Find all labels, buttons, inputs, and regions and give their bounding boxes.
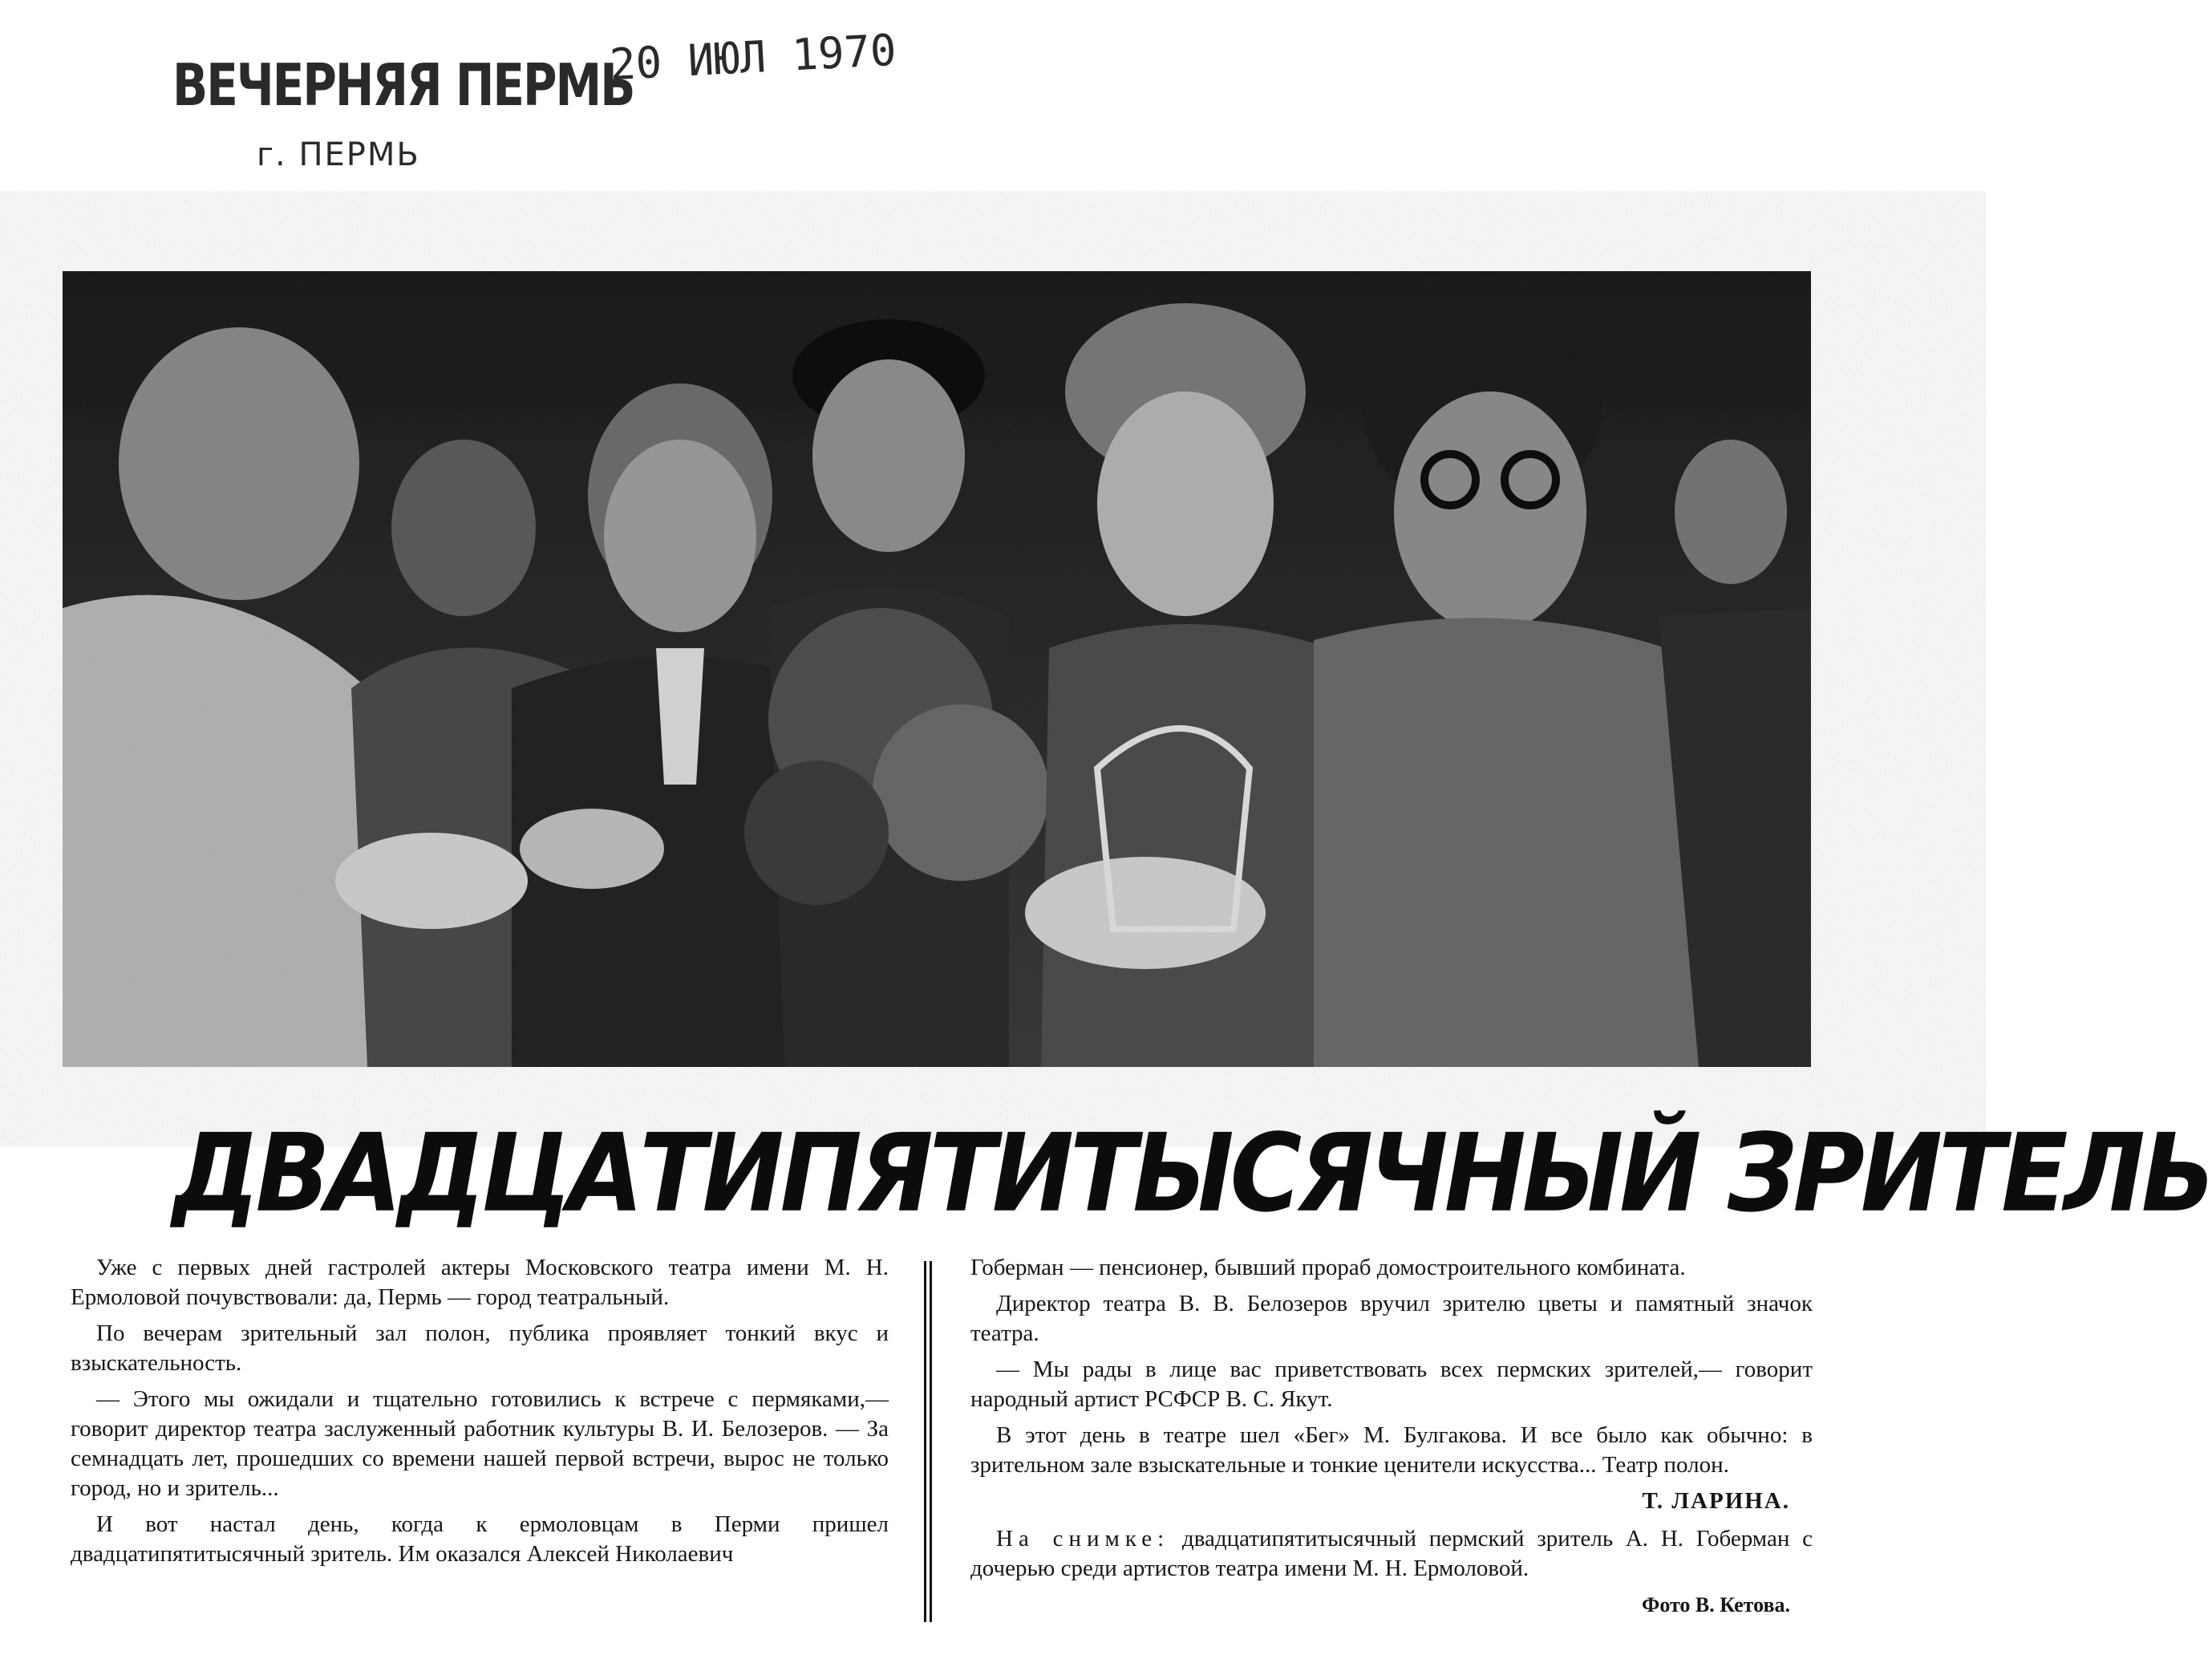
article-paragraph: — Этого мы ожидали и тщательно готовились к встрече с пермяками,— говорит директор театра заслуженный работник культуры В. И. Белозеров. — За семнадцать лет, прошедших со времени нашей первой встречи, вырос не только город, но и зритель... — [71, 1386, 889, 1501]
caption-label: На снимке: — [996, 1526, 1170, 1552]
stamp-date: 20 ИЮЛ 1970 — [608, 24, 898, 91]
stamp-newspaper-name: ВЕЧЕРНЯЯ ПЕРМЬ — [172, 51, 634, 120]
article-column-left — [71, 1253, 889, 1576]
photo-caption — [970, 1524, 1813, 1584]
article-headline: ДВАДЦАТИПЯТИТЫСЯЧНЫЙ ЗРИТЕЛЬ — [172, 1110, 2212, 1236]
article-author: Т. ЛАРИНА. — [1642, 1488, 1790, 1514]
article-paragraph: Директор театра В. В. Белозеров вручил зрителю цветы и памятный значок театра. — [970, 1291, 1813, 1346]
article-photo — [63, 271, 1811, 1067]
article-paragraph: И вот настал день, когда к ермоловцам в Перми пришел двадцатипятитысячный зритель. Им оказался Алексей Николаевич — [71, 1511, 889, 1567]
photo-image — [63, 271, 1811, 1067]
column-divider — [924, 1261, 932, 1622]
article-paragraph: По вечерам зрительный зал полон, публика проявляет тонкий вкус и взыскательность. — [71, 1320, 889, 1376]
article-paragraph-continuation: Гоберман — пенсионер, бывший прораб домостроительного комбината. — [970, 1255, 1686, 1280]
article-paragraph: В этот день в театре шел «Бег» М. Булгакова. И все было как обычно: в зрительном зале взыскательные и тонкие ценители искусства... Театр полон. — [970, 1422, 1813, 1478]
stamp-city: г. ПЕРМЬ — [257, 136, 420, 173]
photo-credit: Фото В. Кетова. — [1642, 1593, 1790, 1616]
article-column-right — [970, 1253, 1813, 1620]
caption-text: двадцатипятитысячный пермский зритель А. Н. Гоберман с дочерью среди артистов театра имени М. Н. Ермоловой. — [970, 1526, 1813, 1581]
article-paragraph: Уже с первых дней гастролей актеры Московского театра имени М. Н. Ермоловой почувствовали: да, Пермь — город театральный. — [71, 1255, 889, 1310]
article-paragraph: — Мы рады в лице вас приветствовать всех пермских зрителей,— говорит народный артист РСФСР В. С. Якут. — [970, 1357, 1813, 1412]
